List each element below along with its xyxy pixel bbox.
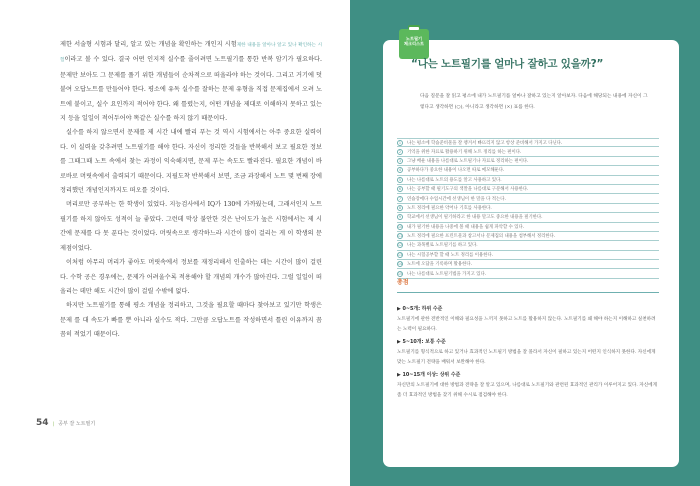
level-heading: ▶ 5~10개: 보통 수준	[397, 339, 446, 345]
item-number: 12	[397, 243, 403, 248]
check-item	[397, 260, 659, 269]
level-heading: ▶ 10~15개 이상: 상위 수준	[397, 372, 461, 378]
item-number: 10	[397, 224, 403, 229]
check-item	[397, 251, 659, 260]
check-item	[397, 185, 659, 194]
badge-label-line2: 체크리스트	[403, 41, 425, 46]
item-number: 11	[397, 234, 403, 239]
item-number: 13	[397, 252, 403, 257]
level-description: 자신만의 노트필기에 대한 방법과 전략을 잘 알고 있으며, 나름대로 노트필기와 관련된 효과적인 관리가 이루어지고 있다. 자신에게 좀 더 효과적인 방법을 찾기 위해 수시로 점검해야 한다.	[397, 383, 658, 398]
check-item	[397, 232, 659, 241]
item-text: 나는 공부할 때 필기도구의 색깔을 나름대로 구분해서 사용한다.	[407, 187, 529, 193]
item-number: 3	[398, 158, 402, 163]
check-item	[397, 147, 659, 156]
item-text: 노트에 오답을 기록하며 활용한다.	[407, 262, 472, 268]
page-number: 54	[36, 418, 49, 428]
annotation-highlight: 제한 내용을 알아나 알고 있나 확인하는 시험	[60, 43, 323, 64]
item-number: 8	[398, 205, 402, 210]
item-number: 7	[398, 196, 402, 201]
item-text: 나는 과목별로 노트필기를 하고 있다.	[407, 243, 478, 249]
check-item	[397, 194, 659, 203]
divider	[397, 292, 659, 293]
body-text	[60, 38, 322, 343]
check-item	[397, 176, 659, 185]
item-text: 학교에서 선생님이 필기하라고 한 내용 말고도 중요한 내용을 필기한다.	[407, 215, 543, 221]
item-text: 노트 정리에 필요한 약어나 기호를 사용한다.	[407, 205, 492, 211]
right-page	[350, 0, 700, 486]
check-item	[397, 166, 659, 175]
item-number: 5	[398, 177, 402, 182]
item-text: 내가 필기한 내용을 나중에 볼 때 내용을 쉽게 파악할 수 있다.	[407, 224, 525, 230]
check-item	[397, 138, 659, 147]
page-footer	[36, 418, 95, 428]
level-description: 노트필기에 관한 전반적인 이해와 필요성을 느끼지 못하고 노트를 활용하지 않는다. 노트필기를 왜 해야 하는지 이해하고 실천하려는 노력이 필요하다.	[397, 317, 656, 332]
paragraph: 이처럼 아무리 머리가 좋아도 머릿속에서 정보를 재정리해서 인출하는 데는 시간이 많이 걸린다. 수학 공은 경우에는, 문제가 어려울수록 적용해야 할 개념의 개수가 많아진다. 그럴 일일이 떠올리는 데만 해도 시간이 많이 걸릴 수밖에 없다.	[60, 259, 322, 295]
card-intro: 다음 질문을 잘 읽고 평소에 내가 노트필기를 얼마나 잘하고 있는지 알아보자. 다음에 해당되는 내용에 자신이 그렇다고 생각하면 (○), 아니라고 생각하면 (×) 표를 한다.	[420, 94, 648, 110]
item-text: 기억을 위한 자료로 활용하기 위해 노트 정리를 하는 편이다.	[407, 149, 522, 155]
check-item	[397, 241, 659, 250]
item-text: 그냥 배운 내용을 나름대로 노트필기나 자료로 정리하는 편이다.	[407, 158, 529, 164]
item-text: 나는 나름대로 노트필기법을 가지고 있다.	[407, 271, 487, 277]
item-number: 6	[398, 187, 402, 192]
paragraph: 머리로만 공부하는 한 학생이 있었다. 지능검사에서 IQ가 130에 가까웠는데, 그래서인지 노트필기를 하지 않아도 성적이 늘 좋았다. 그런데 막상 불안한 것은 난이도가 높은 시험에서는 제 시간에 문제를 다 못 푼다는 것이었다. 머릿속으로 생각하느라 시간이 많이 걸리는 게 이 학생의 문제점이었다.	[60, 201, 322, 252]
item-number: 2	[398, 149, 402, 154]
item-number: 1	[398, 140, 402, 145]
badge-label-line1: 노트필기	[405, 36, 423, 41]
check-item	[397, 223, 659, 232]
item-text: 나는 시험공부할 할 때 노트 정리를 이용한다.	[407, 252, 494, 258]
card-title: “나는 노트필기를 얼마나 잘하고 있을까?”	[411, 58, 604, 70]
level-heading: ▶ 0~5개: 하위 수준	[397, 306, 443, 312]
item-number: 9	[398, 215, 402, 220]
score-section	[397, 277, 659, 404]
paragraph: 실수를 하지 않으면서 문제를 제 시간 내에 빨리 푸는 것 역시 시험에서는 아주 중요한 실력이다. 이 실력을 갖추려면 노트필기를 해야 한다. 자신이 정리한 것들을 반복해서 보고 필요한 정보를 그때그때 노트 속에서 찾는 과정이 익숙해지면, 문제 푸는 속도도 빨라진다. 필요한 개념이 바로바로 머릿속에서 출력되기 때문이다. 지필도착 반복해서 보면, 조금 과장해서 노트 몇 번째 장에 정리했던 개념인지까지도 떠오를 것이다.	[60, 129, 322, 195]
check-item	[397, 157, 659, 166]
item-text: 노트 정리에 필요한 프린트물과 참고서나 문제집의 내용을 첨부해서 정리한다.	[407, 234, 556, 240]
item-number: 14	[397, 262, 403, 267]
paragraph: 하지만 노트필기를 통해 평소 개념을 정리하고, 그것을 필요할 때마다 찾아보고 있기만 학생은 문제 를 대 속도가 빠를 뿐 아니라 실수도 적다. 그만큼 오답노트를 작성하면서 틀린 이유까지 꼼꼼히 적었기 때문이다.	[60, 302, 322, 339]
footer-title: 공부 잘 노트필기	[58, 421, 96, 427]
badge	[397, 24, 431, 60]
level-description: 노트필기를 형식적으로 하고 있거나 효과적인 노트필기 방법을 잘 몰라서 자신이 필하고 있는지 어떤지 인식하지 못한다. 자신에게 맞는 노트필기 전략을 배워서 보완해야 한다.	[397, 350, 656, 365]
score-title: 총점	[397, 279, 409, 286]
paragraph: 제한 서술형 시험과 달리, 알고 있는 개념을 확인하는 개인지 시험제한 내용을 알아나 알고 있나 확인하는 시험이라고 볼 수 있다. 결국 어떤 인지적 실수를 줄이려면 노트필기를 통한 반복 암기가 필요하다. 문제만 보아도 그 문제를 풀기 위한 개념들이 순차적으로 떠올라야 하는 것이다. 그리고 거기에 덧붙여 오답노트를 만들어야 한다. 평소에 유독 실수를 잘하는 문제 유형을 직접 문제집에서 오려 노트에 붙이고, 실수 요인까지 적어야 한다. 왜 틀렸는지, 어떤 개념을 제대로 이해하지 못하고 있는지 등을 일일이 적어두어야 똑같은 실수를 하지 않기 때문이다.	[60, 41, 323, 123]
item-number: 15	[397, 271, 403, 276]
item-text: 연습장에다 수업시간에 선생님이 한 말을 다 적는다.	[407, 196, 506, 202]
footer-separator: |	[52, 421, 55, 427]
item-text: 나는 나름대로 노트의 용도를 알고 사용하고 있다.	[407, 177, 502, 183]
item-text: 나는 평소에 학습준비물을 잘 챙겨서 빠뜨리지 않고 항상 준비해서 가지고 다닌다.	[407, 140, 563, 146]
item-number: 4	[398, 168, 402, 173]
checklist-card	[383, 36, 679, 467]
check-item	[397, 204, 659, 213]
item-text: 공부하다가 중요한 내용이 나오면 따로 메모해둔다.	[407, 168, 505, 174]
check-list	[397, 138, 659, 279]
check-item	[397, 213, 659, 222]
